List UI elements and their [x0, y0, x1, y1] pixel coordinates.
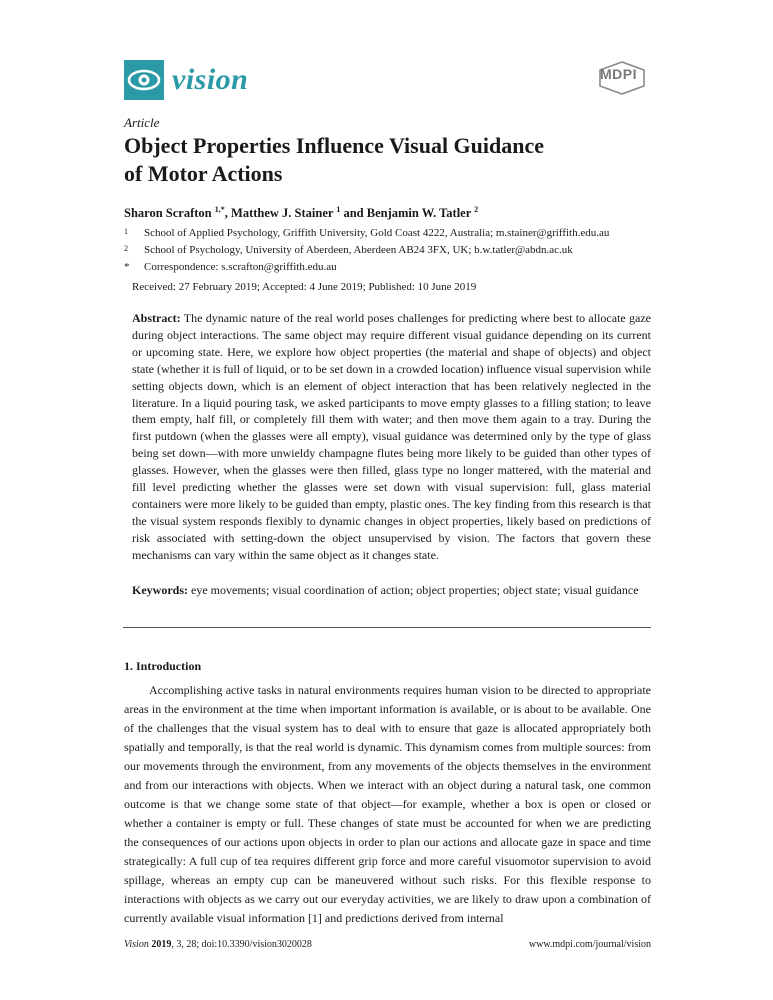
author-name: Sharon Scrafton — [124, 206, 212, 221]
journal-name: vision — [172, 63, 249, 96]
author-separator: and — [340, 206, 367, 221]
correspondence — [124, 261, 337, 273]
introduction-body — [124, 681, 651, 928]
affiliation-1 — [124, 227, 609, 239]
footer-url[interactable]: www.mdpi.com/journal/vision — [528, 939, 651, 950]
article-title — [124, 132, 644, 188]
author-list — [124, 205, 478, 221]
abstract — [132, 310, 651, 564]
affiliation-mark: 1 — [124, 227, 128, 236]
author-affiliation-mark[interactable]: 1,* — [214, 205, 225, 214]
author-affiliation-mark[interactable]: 1 — [336, 205, 341, 214]
affiliation-mark: 2 — [124, 244, 128, 253]
footer-year: 2019 — [151, 939, 172, 950]
abstract-label: Abstract: — [132, 311, 181, 325]
keywords-text: eye movements; visual coordination of action; object properties; object state; visual guidance — [191, 583, 639, 597]
author-name: Benjamin W. Tatler — [366, 206, 472, 221]
journal-logo-icon — [124, 60, 164, 100]
affiliation-2 — [124, 244, 573, 256]
footer-journal: Vision — [124, 939, 149, 950]
affiliation-text: School of Psychology, University of Aberdeen, Aberdeen AB24 3FX, UK; b.w.tatler@abdn.ac.uk — [144, 244, 573, 256]
keywords-label: Keywords: — [132, 583, 188, 597]
abstract-text: The dynamic nature of the real world poses challenges for predicting where best to allocate gaze during object interactions. The same object may require different visual guidance depending on its current or upcoming state. Here, we explore how object properties (the material and shape of objects) and object state (whether it is full of liquid, or to be set down in a crowded location) influence visual supervision while setting objects down, which is an element of object interaction that has been relatively neglected in the literature. In a liquid pouring task, we asked participants to move empty glasses to a filling station; to leave them empty, half fill, or completely fill them with water; and then move them again to a tray. During the first putdown (when the glasses were all empty), visual guidance was determined only by the type of glass being set down—with more unwieldy champagne flutes being more likely to be guided than other types of glasses. However, when the glasses were then filled, glass type no longer mattered, with the material and fill level predicting whether the glasses were set down with visual supervision: full, glass material containers were more likely to be guided than empty, plastic ones. The key finding from this research is that the visual system responds flexibly to dynamic changes in object properties, likely based on predictions of risk associated with setting-down the object unsupervised by vision. The factors that govern these mechanisms can vary within the same object as it changes state. — [132, 311, 651, 562]
publication-dates: Received: 27 February 2019; Accepted: 4 June 2019; Published: 10 June 2019 — [132, 281, 477, 293]
keywords — [132, 582, 651, 599]
paragraph: Accomplishing active tasks in natural environments requires human vision to be directed to appropriate areas in the environment at the time when important information is available, or is about to be available. One of the challenges that the visual system has to deal with to ensure that gaze is allocated appropriately both spatially and temporally, is that the real world is dynamic. This dynamism comes from multiple sources: from our movements through the environment, from any movements of the objects themselves in the environment and from our interactions with objects. When we interact with an object during a natural task, one common outcome is that we change some state of that object—for example, whether a box is open or closed or whether a container is empty or full. These changes of state must be accounted for when we are predicting the consequences of our actions upon objects in order to plan our actions and allocate gaze in space and time strategically: A full cup of tea requires different grip force and more careful visuomotor supervision to avoid spillage, whereas an empty cup can be maneuvered without such risks. For this flexible response to interactions with objects as we carry out our everyday activities, we are likely to draw upon a combination of currently available visual information [1] and predictions derived from internal — [124, 683, 651, 925]
author-name: Matthew J. Stainer — [231, 206, 334, 221]
section-divider — [123, 627, 651, 628]
author-separator: , — [224, 206, 232, 221]
author-affiliation-mark[interactable]: 2 — [474, 205, 479, 214]
footer-citation — [124, 939, 312, 950]
title-line-1: Object Properties Influence Visual Guidance — [124, 133, 545, 158]
affiliation-text: School of Applied Psychology, Griffith University, Gold Coast 4222, Australia; m.stainer@griffith.edu.au — [144, 227, 610, 239]
article-type: Article — [124, 115, 160, 130]
footer-citation-rest: , 3, 28; doi:10.3390/vision3020028 — [171, 939, 312, 950]
title-line-2: of Motor Actions — [124, 161, 283, 186]
affiliation-mark: * — [124, 261, 130, 273]
correspondence-text[interactable]: Correspondence: s.scrafton@griffith.edu.au — [144, 261, 337, 273]
publisher-name: MDPI — [600, 66, 637, 82]
section-heading: 1. Introduction — [124, 659, 202, 673]
